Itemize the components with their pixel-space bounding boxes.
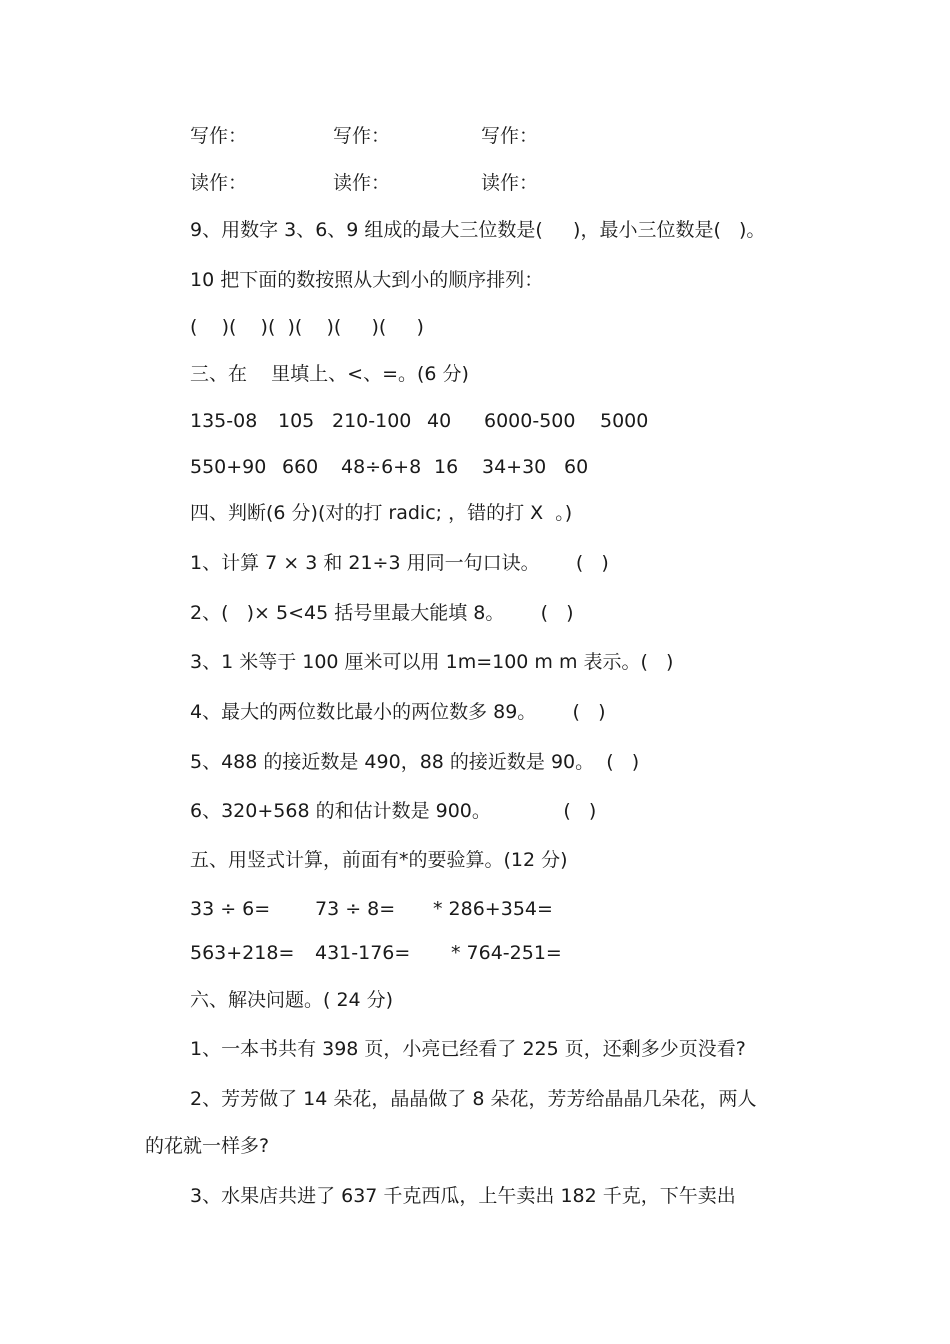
compare-r1-c3: 210-100: [332, 410, 412, 432]
section-5-title: 五、用竖式计算，前面有*的要验算。(12 分): [190, 849, 568, 871]
calc-r2-c3: * 764-251=: [451, 942, 562, 964]
compare-r2-c4: 16: [434, 456, 459, 478]
calc-r1-c3: * 286+354=: [433, 898, 553, 920]
calc-r2-c2: 431-176=: [315, 942, 411, 964]
section-6-title: 六、解决问题。( 24 分): [190, 989, 394, 1011]
read-label-1: 读作：: [190, 172, 248, 194]
judge-item-4: 4、最大的两位数比最小的两位数多 89。 ( ): [190, 701, 606, 723]
compare-r1-c5: 6000-500: [484, 410, 576, 432]
compare-r1-c6: 5000: [600, 410, 649, 432]
compare-r1-c2: 105: [278, 410, 315, 432]
compare-r1-c1: 135-08: [190, 410, 258, 432]
judge-item-5: 5、488 的接近数是 490，88 的接近数是 90。 ( ): [190, 751, 640, 773]
section-4-title: 四、判断(6 分)(对的打 radic; ，错的打 X 。): [190, 502, 573, 524]
write-label-2: 写作：: [333, 125, 391, 147]
judge-item-3: 3、1 米等于 100 厘米可以用 1m=100 m m 表示。( ): [190, 651, 674, 673]
read-label-3: 读作：: [481, 172, 539, 194]
compare-r2-c1: 550+90: [190, 456, 267, 478]
question-10: 10 把下面的数按照从大到小的顺序排列：: [190, 269, 544, 291]
judge-item-2: 2、( )× 5<45 括号里最大能填 8。 ( ): [190, 602, 574, 624]
compare-r2-c3: 48÷6+8: [341, 456, 422, 478]
problem-1: 1、一本书共有 398 页，小亮已经看了 225 页，还剩多少页没看?: [190, 1038, 746, 1060]
compare-r2-c5: 34+30: [482, 456, 547, 478]
problem-3: 3、水果店共进了 637 千克西瓜，上午卖出 182 千克，下午卖出: [190, 1185, 736, 1207]
compare-r2-c6: 60: [564, 456, 589, 478]
question-9: 9、用数字 3、6、9 组成的最大三位数是( )，最小三位数是( )。: [190, 219, 766, 241]
question-10-blanks: ( )( )( )( )( )( ): [190, 316, 424, 338]
problem-2-line-1: 2、芳芳做了 14 朵花，晶晶做了 8 朵花，芳芳给晶晶几朵花，两人: [190, 1088, 757, 1110]
calc-r1-c1: 33 ÷ 6=: [190, 898, 271, 920]
judge-item-6: 6、320+568 的和估计数是 900。 ( ): [190, 800, 597, 822]
compare-r2-c2: 660: [282, 456, 319, 478]
judge-item-1: 1、计算 7 × 3 和 21÷3 用同一句口诀。 ( ): [190, 552, 609, 574]
write-label-3: 写作：: [481, 125, 539, 147]
write-label-1: 写作：: [190, 125, 248, 147]
section-3-title: 三、在 里填上、<、=。(6 分): [190, 363, 469, 385]
problem-2-line-2: 的花就一样多?: [145, 1135, 270, 1157]
calc-r1-c2: 73 ÷ 8=: [315, 898, 396, 920]
read-label-2: 读作：: [333, 172, 391, 194]
compare-r1-c4: 40: [427, 410, 452, 432]
calc-r2-c1: 563+218=: [190, 942, 295, 964]
